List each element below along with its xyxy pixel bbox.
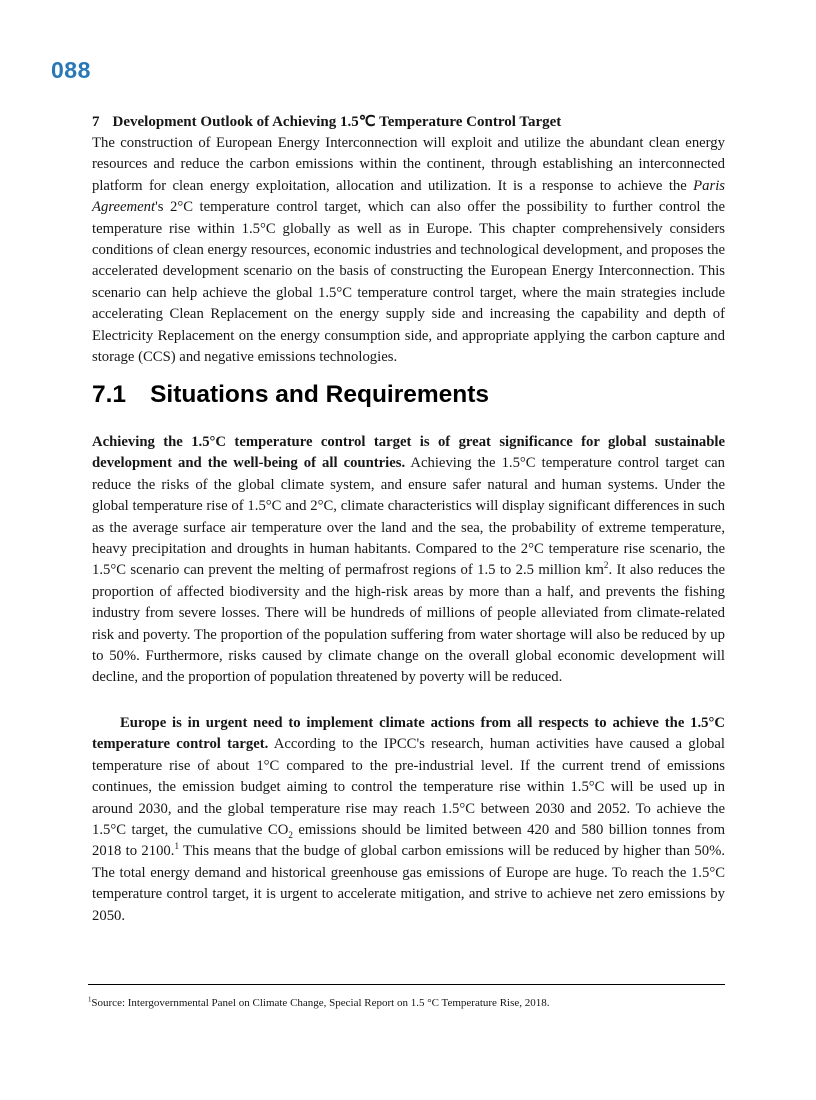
chapter-intro-paragraph: The construction of European Energy Interconnection will exploit and utilize the abundant clean energy resources and reduce the carbon emissions within the continent, through establishing an interconnected platform for clean energy exploitation, allocation and utilization. It is a response to achieve the Paris Agreement's 2°C temperature control target, which can also offer the possibility to further control the temperature rise within 1.5°C globally as well as in Europe. This chapter comprehensively considers conditions of clean energy resources, economic industries and technological development, and proposes the accelerated development scenario on the basis of constructing the European Energy Interconnection. This scenario can help achieve the global 1.5°C temperature control target, where the main strategies include accelerating Clean Replacement on the energy supply side and increasing the capability and depth of Electricity Replacement on the energy consumption side, and appropriate applying the carbon capture and storage (CCS) and negative emissions technologies. [92,135,725,366]
page-number: 088 [51,57,91,83]
footnote-divider [88,984,725,985]
chapter-heading-number: 7 [92,114,100,130]
section-heading-number: 7.1 [92,381,127,408]
section-heading-title: Situations and Requirements [150,381,490,408]
chapter-heading-title: Development Outlook of Achieving 1.5℃ Temperature Control Target [112,114,562,130]
chapter-heading [92,112,725,133]
footnote-text: $^1$Source: Intergovernmental Panel on Climate Change, Special Report on 1.5 °C Temperature Rise, 2018. [88,996,550,1009]
section-paragraph-2: Europe is in urgent need to implement climate actions from all respects to achieve the 1.5°C temperature control target. According to the IPCC's research, human activities have caused a global temperature rise of about 1°C compared to the pre-industrial level. If the current trend of emissions continues, the emission budget aiming to control the temperature rise within 1.5°C will be used up in around 2030, and the global temperature rise may reach 1.5°C between 2030 and 2052. To achieve the 1.5°C target, the cumulative $CO_2$ emissions should be limited between 420 and 580 billion tonnes from 2018 to 2100.$^1$ This means that the budge of global carbon emissions will be reduced by higher than 50%. The total energy demand and historical greenhouse gas emissions of Europe are huge. To reach the 1.5°C temperature control target, it is urgent to accelerate mitigation, and strive to achieve net zero emissions by 2050. [92,715,725,924]
section-paragraph-1: Achieving the 1.5°C temperature control target is of great significance for global sustainable development and the well-being of all countries. Achieving the 1.5°C temperature control target can reduce the risks of the global climate system, and ensure safer natural and human systems. Under the global temperature rise of 1.5°C and 2°C, climate characteristics will display significant differences in such as the average surface air temperature over the land and the sea, the probability of extreme temperature, heavy precipitation and droughts in human habitants. Compared to the 2°C temperature rise scenario, the 1.5°C scenario can prevent the melting of permafrost regions of 1.5 to 2.5 million $km^2$. It also reduces the proportion of affected biodiversity and the high-risk areas by more than a half, and prevents the fishing industry from severe losses. There will be hundreds of millions of people alleviated from climate-related risk and poverty. The proportion of the population suffering from water shortage will also be reduced by up to 50%. Furthermore, risks caused by climate change on the overall global economic development will decline, and the proportion of population threatened by poverty will be reduced. [92,434,726,686]
section-heading [92,381,489,409]
chapter-intro-block [92,112,725,368]
